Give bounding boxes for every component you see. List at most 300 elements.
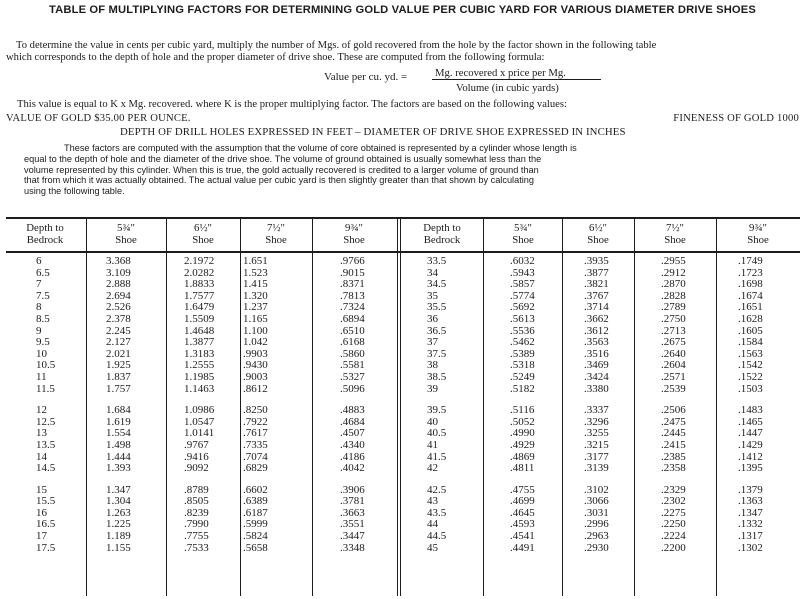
- depth-cell: 17: [36, 530, 47, 543]
- factor-cell: .4491: [510, 541, 535, 554]
- header-line: 9¾": [749, 222, 767, 234]
- factor-cell: .7813: [340, 289, 365, 302]
- factor-cell: .3177: [584, 450, 609, 463]
- factor-cell: .3781: [340, 495, 365, 508]
- factor-cell: 1.4648: [184, 324, 215, 337]
- factor-cell: .1483: [738, 404, 763, 417]
- factor-cell: .1395: [738, 462, 763, 475]
- depth-cell: 34.5: [427, 278, 447, 291]
- factor-cell: .4541: [510, 530, 535, 543]
- assumption-paragraph: [24, 143, 768, 197]
- depth-cell: 14.5: [36, 462, 56, 475]
- right-shoe-7-1-2-column: [661, 256, 686, 554]
- depth-cell: 9.5: [36, 336, 50, 349]
- factor-cell: .5658: [243, 541, 268, 554]
- header-shoe-5-3-4: [485, 222, 561, 246]
- factor-cell: .2789: [661, 301, 686, 314]
- factor-cell: .6602: [243, 483, 268, 496]
- factor-cell: .5249: [510, 370, 535, 383]
- factor-cell: .1723: [738, 266, 763, 279]
- factor-cell: .3662: [584, 312, 609, 325]
- header-line: Bedrock: [423, 234, 461, 246]
- factor-cell: 1.523: [243, 266, 268, 279]
- factor-cell: .1302: [738, 541, 763, 554]
- factor-cell: 1.619: [106, 415, 131, 428]
- factor-cell: .2963: [584, 530, 609, 543]
- header-shoe-7-1-2: [241, 222, 311, 246]
- factor-cell: 2.245: [106, 324, 131, 337]
- factor-cell: 2.0282: [184, 266, 215, 279]
- header-line: 6½": [194, 222, 212, 234]
- depth-cell: 12.5: [36, 415, 56, 428]
- factor-cell: .4507: [340, 427, 365, 440]
- depth-cell: 38.5: [427, 370, 447, 383]
- header-line: Shoe: [664, 234, 686, 246]
- depth-cell: 13: [36, 427, 47, 440]
- header-line: 5¾": [117, 222, 135, 234]
- depth-cell: 10: [36, 347, 47, 360]
- header-depth: [8, 222, 82, 246]
- depth-cell: 44: [427, 518, 438, 531]
- factor-cell: .5943: [510, 266, 535, 279]
- factor-cell: 1.042: [243, 336, 268, 349]
- depth-cell: 15.5: [36, 495, 56, 508]
- factor-cell: .7755: [184, 530, 209, 543]
- factor-cell: .1363: [738, 495, 763, 508]
- depth-cell: 41: [427, 438, 438, 451]
- right-shoe-9-3-4-column: [738, 256, 763, 554]
- factor-cell: .2275: [661, 506, 686, 519]
- factor-cell: 3.109: [106, 266, 131, 279]
- factor-cell: .8371: [340, 278, 365, 291]
- factor-cell: .1503: [738, 382, 763, 395]
- header-shoe-9-3-4: [313, 222, 395, 246]
- factor-cell: .1674: [738, 289, 763, 302]
- center-divider: [397, 217, 398, 596]
- factor-cell: .9903: [243, 347, 268, 360]
- factor-cell: .6894: [340, 312, 365, 325]
- factor-cell: .3551: [340, 518, 365, 531]
- center-divider: [400, 217, 401, 596]
- gold-value-note: VALUE OF GOLD $35.00 PER OUNCE.: [6, 113, 191, 124]
- column-divider: [86, 217, 87, 596]
- header-shoe-6-1-2: [167, 222, 239, 246]
- left-shoe-9-3-4-column: [340, 256, 365, 554]
- factor-cell: 1.3877: [184, 336, 215, 349]
- factor-cell: 1.444: [106, 450, 131, 463]
- factor-cell: .5581: [340, 359, 365, 372]
- factor-cell: .9767: [184, 438, 209, 451]
- header-shoe-9-3-4: [717, 222, 799, 246]
- factor-cell: .3767: [584, 289, 609, 302]
- paragraph-line: These factors are computed with the assumption that the volume of core obtained is represented by a cylinder whose length is: [64, 143, 577, 153]
- depth-cell: 45: [427, 541, 438, 554]
- factor-cell: .8505: [184, 495, 209, 508]
- factor-cell: .2912: [661, 266, 686, 279]
- depth-cell: 41.5: [427, 450, 447, 463]
- factor-cell: .1332: [738, 518, 763, 531]
- factor-cell: 1.684: [106, 404, 131, 417]
- factor-cell: .1522: [738, 370, 763, 383]
- header-shoe-6-1-2: [563, 222, 633, 246]
- factor-cell: .1651: [738, 301, 763, 314]
- factor-cell: 1.320: [243, 289, 268, 302]
- depth-cell: 7: [36, 278, 42, 291]
- factor-cell: .3066: [584, 495, 609, 508]
- factor-cell: .6389: [243, 495, 268, 508]
- factor-cell: .2539: [661, 382, 686, 395]
- factor-cell: 3.368: [106, 255, 131, 267]
- depth-cell: 37: [427, 336, 438, 349]
- factor-cell: .2250: [661, 518, 686, 531]
- depth-cell: 10.5: [36, 359, 56, 372]
- left-depth-column: [36, 256, 55, 554]
- right-depth-column: [427, 256, 446, 554]
- factor-cell: .3337: [584, 404, 609, 417]
- factor-cell: .2870: [661, 278, 686, 291]
- factor-cell: .5462: [510, 336, 535, 349]
- factor-cell: 1.757: [106, 382, 131, 395]
- factor-cell: .2358: [661, 462, 686, 475]
- factor-cell: 1.347: [106, 483, 131, 496]
- factor-cell: .2930: [584, 541, 609, 554]
- header-line: Shoe: [115, 234, 137, 246]
- factor-cell: .4883: [340, 404, 365, 417]
- depth-cell: 6.5: [36, 266, 50, 279]
- column-divider: [562, 217, 563, 596]
- factor-cell: 1.393: [106, 462, 131, 475]
- column-divider: [240, 217, 241, 596]
- header-line: Shoe: [587, 234, 609, 246]
- depth-cell: 39.5: [427, 404, 447, 417]
- header-line: Bedrock: [26, 234, 64, 246]
- column-divider: [166, 217, 167, 596]
- factor-cell: .3380: [584, 382, 609, 395]
- column-divider: [716, 217, 717, 596]
- paragraph-line: volume represented by this cylinder. When this is true, the gold actually recovered is credited to a larger volume of ground than: [24, 164, 539, 175]
- depth-cell: 8: [36, 301, 42, 314]
- depth-cell: 12: [36, 404, 47, 417]
- header-line: 9¾": [345, 222, 363, 234]
- header-line: Shoe: [343, 234, 365, 246]
- factor-cell: .8250: [243, 404, 268, 417]
- factor-cell: .3447: [340, 530, 365, 543]
- depth-cell: 16.5: [36, 518, 56, 531]
- factor-cell: .1412: [738, 450, 763, 463]
- factor-cell: 1.263: [106, 506, 131, 519]
- factor-cell: .5857: [510, 278, 535, 291]
- factor-cell: .2506: [661, 404, 686, 417]
- header-line: 7½": [267, 222, 285, 234]
- factor-cell: .5182: [510, 382, 535, 395]
- table-heading: DEPTH OF DRILL HOLES EXPRESSED IN FEET – DIAMETER OF DRIVE SHOE EXPRESSED IN INCHES: [120, 126, 626, 138]
- factor-cell: 1.925: [106, 359, 131, 372]
- factor-cell: .5052: [510, 415, 535, 428]
- factor-cell: .5692: [510, 301, 535, 314]
- formula-fraction-bar: [432, 79, 601, 80]
- factor-cell: .3935: [584, 255, 609, 267]
- depth-cell: 35.5: [427, 301, 447, 314]
- factor-cell: .1429: [738, 438, 763, 451]
- depth-cell: 17.5: [36, 541, 56, 554]
- table-top-rule: [6, 217, 800, 219]
- factor-cell: .2571: [661, 370, 686, 383]
- factor-cell: .7533: [184, 541, 209, 554]
- factor-cell: 1.651: [243, 255, 268, 267]
- header-line: Shoe: [512, 234, 534, 246]
- factor-cell: .5327: [340, 370, 365, 383]
- factor-cell: .5860: [340, 347, 365, 360]
- factor-cell: .3215: [584, 438, 609, 451]
- factor-cell: .2302: [661, 495, 686, 508]
- factor-cell: .2640: [661, 347, 686, 360]
- right-shoe-6-1-2-column: [584, 256, 609, 554]
- factor-cell: .3563: [584, 336, 609, 349]
- factor-cell: .4929: [510, 438, 535, 451]
- column-divider: [483, 217, 484, 596]
- depth-cell: 15: [36, 483, 47, 496]
- factor-cell: .6168: [340, 336, 365, 349]
- factor-cell: .4684: [340, 415, 365, 428]
- fineness-note: FINENESS OF GOLD 1000: [673, 113, 799, 124]
- factor-cell: .4811: [510, 462, 535, 475]
- factor-cell: 2.021: [106, 347, 131, 360]
- factor-cell: 1.1985: [184, 370, 215, 383]
- factor-cell: .7335: [243, 438, 268, 451]
- factor-cell: .2955: [661, 255, 686, 267]
- depth-cell: 16: [36, 506, 47, 519]
- factor-cell: .5116: [510, 404, 535, 417]
- factor-cell: 1.0986: [184, 404, 215, 417]
- left-shoe-5-3-4-column: [106, 256, 131, 554]
- depth-cell: 36.5: [427, 324, 447, 337]
- factor-cell: .7324: [340, 301, 365, 314]
- factor-cell: .2224: [661, 530, 686, 543]
- intro-line-1: To determine the value in cents per cubic yard, multiply the number of Mgs. of gold recovered from the hole by the factor shown in the following table: [16, 40, 657, 51]
- factor-cell: 1.6479: [184, 301, 215, 314]
- formula-numerator: Mg. recovered x price per Mg.: [435, 67, 566, 79]
- header-depth: [404, 222, 480, 246]
- factor-cell: .8239: [184, 506, 209, 519]
- factor-cell: .5774: [510, 289, 535, 302]
- depth-cell: 33.5: [427, 255, 447, 267]
- factor-cell: 2.378: [106, 312, 131, 325]
- factor-cell: 1.165: [243, 312, 268, 325]
- factor-cell: .3714: [584, 301, 609, 314]
- factor-cell: .6829: [243, 462, 268, 475]
- header-line: 7½": [666, 222, 684, 234]
- depth-cell: 34: [427, 266, 438, 279]
- factor-cell: .8789: [184, 483, 209, 496]
- factor-cell: 1.2555: [184, 359, 215, 372]
- header-line: Shoe: [747, 234, 769, 246]
- factor-cell: 2.694: [106, 289, 131, 302]
- factor-cell: .5999: [243, 518, 268, 531]
- left-shoe-7-1-2-column: [243, 256, 268, 554]
- factor-cell: .3031: [584, 506, 609, 519]
- factor-cell: .1465: [738, 415, 763, 428]
- factor-cell: .3469: [584, 359, 609, 372]
- depth-cell: 38: [427, 359, 438, 372]
- factor-cell: 1.554: [106, 427, 131, 440]
- depth-cell: 8.5: [36, 312, 50, 325]
- formula-lhs: Value per cu. yd. =: [324, 71, 408, 83]
- factor-cell: .4645: [510, 506, 535, 519]
- factor-cell: .3348: [340, 541, 365, 554]
- depth-cell: 42: [427, 462, 438, 475]
- depth-cell: 40: [427, 415, 438, 428]
- factor-cell: .8612: [243, 382, 268, 395]
- factor-cell: 1.8833: [184, 278, 215, 291]
- factor-cell: .6510: [340, 324, 365, 337]
- factor-cell: .5824: [243, 530, 268, 543]
- factor-cell: .2675: [661, 336, 686, 349]
- factor-cell: .4990: [510, 427, 535, 440]
- factor-cell: .7617: [243, 427, 268, 440]
- header-line: 6½": [589, 222, 607, 234]
- header-bottom-rule: [6, 251, 800, 253]
- factor-cell: .3255: [584, 427, 609, 440]
- depth-cell: 7.5: [36, 289, 50, 302]
- factor-cell: .3612: [584, 324, 609, 337]
- header-shoe-7-1-2: [635, 222, 715, 246]
- right-shoe-5-3-4-column: [510, 256, 535, 554]
- factor-cell: .4340: [340, 438, 365, 451]
- factor-cell: .2385: [661, 450, 686, 463]
- header-line: Shoe: [192, 234, 214, 246]
- factor-cell: .7922: [243, 415, 268, 428]
- factor-cell: .7074: [243, 450, 268, 463]
- depth-cell: 39: [427, 382, 438, 395]
- depth-cell: 43.5: [427, 506, 447, 519]
- factor-cell: 1.0547: [184, 415, 215, 428]
- factor-cell: .1379: [738, 483, 763, 496]
- depth-cell: 36: [427, 312, 438, 325]
- depth-cell: 43: [427, 495, 438, 508]
- depth-cell: 6: [36, 255, 42, 267]
- factor-cell: .9766: [340, 255, 365, 267]
- factor-cell: .1698: [738, 278, 763, 291]
- factor-cell: 1.225: [106, 518, 131, 531]
- formula-denominator: Volume (in cubic yards): [456, 82, 559, 94]
- factor-cell: .2713: [661, 324, 686, 337]
- factor-cell: 1.0141: [184, 427, 215, 440]
- factor-cell: .2329: [661, 483, 686, 496]
- factor-cell: .2604: [661, 359, 686, 372]
- factor-cell: 2.127: [106, 336, 131, 349]
- factor-cell: .1347: [738, 506, 763, 519]
- factor-cell: 2.1972: [184, 255, 215, 267]
- factor-cell: 2.526: [106, 301, 131, 314]
- paragraph-line: equal to the depth of hole and the diameter of the drive shoe. The volume of ground obtained is usually somewhat less than the: [24, 153, 542, 164]
- paragraph-line: using the following table.: [24, 186, 125, 197]
- factor-cell: .1447: [738, 427, 763, 440]
- depth-cell: 42.5: [427, 483, 447, 496]
- factor-cell: .4869: [510, 450, 535, 463]
- factor-cell: 1.5509: [184, 312, 215, 325]
- factor-cell: 1.7577: [184, 289, 215, 302]
- factor-cell: .5318: [510, 359, 535, 372]
- column-divider: [634, 217, 635, 596]
- factor-cell: .1628: [738, 312, 763, 325]
- factor-cell: .1584: [738, 336, 763, 349]
- factor-cell: 1.415: [243, 278, 268, 291]
- depth-cell: 11: [36, 370, 47, 383]
- depth-cell: 40.5: [427, 427, 447, 440]
- depth-cell: 11.5: [36, 382, 55, 395]
- factor-cell: .2828: [661, 289, 686, 302]
- factor-cell: .9003: [243, 370, 268, 383]
- factor-cell: .1542: [738, 359, 763, 372]
- factor-cell: 1.1463: [184, 382, 215, 395]
- factor-cell: .4186: [340, 450, 365, 463]
- factor-cell: .5536: [510, 324, 535, 337]
- header-line: Shoe: [265, 234, 287, 246]
- depth-cell: 44.5: [427, 530, 447, 543]
- factor-cell: .2996: [584, 518, 609, 531]
- factor-cell: .3821: [584, 278, 609, 291]
- factor-cell: .5096: [340, 382, 365, 395]
- factor-cell: .3424: [584, 370, 609, 383]
- left-shoe-6-1-2-column: [184, 256, 214, 554]
- header-shoe-5-3-4: [88, 222, 164, 246]
- intro-line-4: This value is equal to K x Mg. recovered. where K is the proper multiplying factor. The factors are based on the following values:: [17, 99, 567, 110]
- depth-cell: 35: [427, 289, 438, 302]
- factor-cell: .5389: [510, 347, 535, 360]
- factor-cell: 1.100: [243, 324, 268, 337]
- factor-cell: .3906: [340, 483, 365, 496]
- page-title: TABLE OF MULTIPLYING FACTORS FOR DETERMINING GOLD VALUE PER CUBIC YARD FOR VARIOUS DIAMETER DRIVE SHOES: [48, 4, 757, 16]
- factor-cell: 1.155: [106, 541, 131, 554]
- factor-cell: .3516: [584, 347, 609, 360]
- factor-cell: .1317: [738, 530, 763, 543]
- depth-cell: 13.5: [36, 438, 56, 451]
- factor-cell: 1.3183: [184, 347, 215, 360]
- factor-cell: 1.237: [243, 301, 268, 314]
- header-line: Depth to: [26, 222, 64, 234]
- factor-cell: .3296: [584, 415, 609, 428]
- factor-cell: 1.498: [106, 438, 131, 451]
- column-divider: [312, 217, 313, 596]
- depth-cell: 37.5: [427, 347, 447, 360]
- factor-cell: .9092: [184, 462, 209, 475]
- factor-cell: .2750: [661, 312, 686, 325]
- factor-cell: .2475: [661, 415, 686, 428]
- factor-cell: .6187: [243, 506, 268, 519]
- factor-cell: .3877: [584, 266, 609, 279]
- header-line: Depth to: [423, 222, 461, 234]
- factor-cell: .4042: [340, 462, 365, 475]
- factor-cell: .9416: [184, 450, 209, 463]
- depth-cell: 14: [36, 450, 47, 463]
- factor-cell: .2415: [661, 438, 686, 451]
- depth-cell: 9: [36, 324, 42, 337]
- factor-cell: 1.189: [106, 530, 131, 543]
- paragraph-line: that from which it was actually obtained. The actual value per cubic yard is then slightly greater than that shown by calculating: [24, 175, 535, 186]
- factor-cell: .1563: [738, 347, 763, 360]
- factor-cell: .9430: [243, 359, 268, 372]
- factor-cell: .2445: [661, 427, 686, 440]
- factor-cell: .4755: [510, 483, 535, 496]
- factor-cell: .5613: [510, 312, 535, 325]
- factor-cell: 1.304: [106, 495, 131, 508]
- intro-line-2: which corresponds to the depth of hole and the proper diameter of drive shoe. These are computed from the following formula:: [6, 52, 545, 63]
- factor-cell: .7990: [184, 518, 209, 531]
- factor-cell: .3139: [584, 462, 609, 475]
- factor-cell: .3102: [584, 483, 609, 496]
- factor-cell: .2200: [661, 541, 686, 554]
- factor-cell: .4699: [510, 495, 535, 508]
